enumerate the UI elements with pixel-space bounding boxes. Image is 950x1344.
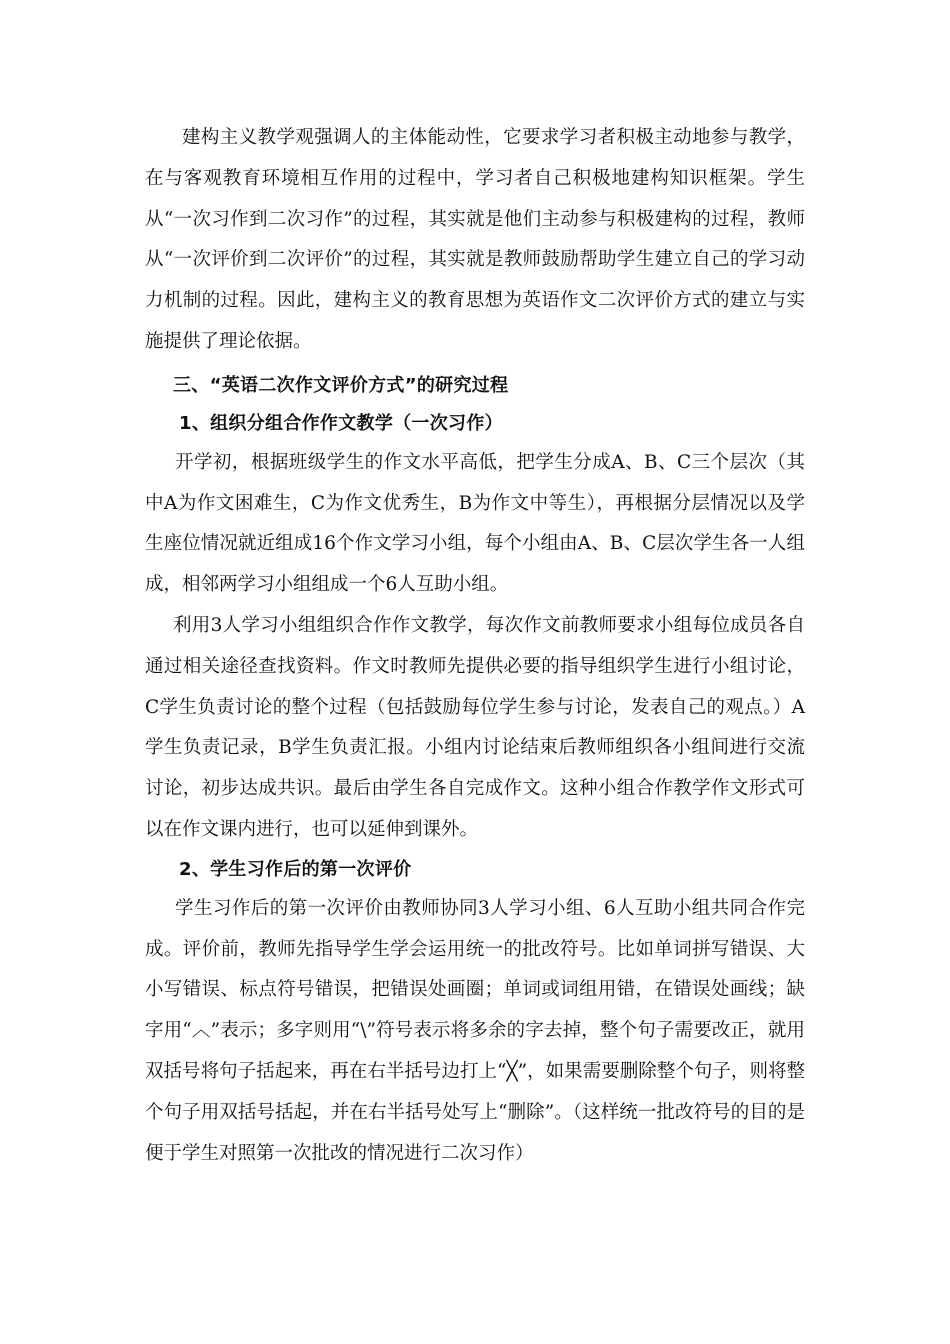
paragraph-correction-symbols: 学生习作后的第一次评价由教师协同3人学习小组、6人互助小组共同合作完成。评价前，教师先指导学生学会运用统一的批改符号。比如单词拼写错误、大小写错误、标点符号错误，把错误处画圈；单词或词组用错，在错误处画线；缺字用“︿”表示；多字则用“\”符号表示将多余的字去掉，整个句子需要改正，就用双括号将句子括起来，再在右半括号边打上“╳”，如果需要删除整个句子，则将整个句子用双括号括起，并在右半括号处写上“删除”。（这样统一批改符号的目的是便于学生对照第一次批改的情况进行二次习作） <box>145 897 805 1164</box>
subheading-first-evaluation: 2、学生习作后的第一次评价 <box>179 858 412 880</box>
paragraph-grouping: 开学初，根据班级学生的作文水平高低，把学生分成A、B、C三个层次（其中A为作文困难生，C为作文优秀生，B为作文中等生），再根据分层情况以及学生座位情况就近组成16个作文学习小组，每个小组由A、B、C层次学生各一人组成，相邻两学习小组组成一个6人互助小组。 <box>145 451 805 596</box>
document-body <box>145 118 805 1174</box>
paragraph-constructivism: 建构主义教学观强调人的主体能动性，它要求学习者积极主动地参与教学，在与客观教育环境相互作用的过程中，学习者自己积极地建构知识框架。学生从“一次习作到二次习作”的过程，其实就是他们主动参与积极建构的过程，教师从“一次评价到二次评价”的过程，其实就是教师鼓励帮助学生建立自己的学习动力机制的过程。因此，建构主义的教育思想为英语作文二次评价方式的建立与实施提供了理论依据。 <box>145 127 805 352</box>
paragraph-cooperative-teaching: 利用3人学习小组组织合作作文教学，每次作文前教师要求小组每位成员各自通过相关途径查找资料。作文时教师先提供必要的指导组织学生进行小组讨论，C学生负责讨论的整个过程（包括鼓励每位学生参与讨论，发表自己的观点。）A学生负责记录，B学生负责汇报。小组内讨论结束后教师组织各小组间进行交流讨论，初步达成共识。最后由学生各自完成作文。这种小组合作教学作文形式可以在作文课内进行，也可以延伸到课外。 <box>145 614 805 840</box>
section-heading-research-process: 三、“英语二次作文评价方式”的研究过程 <box>173 374 509 396</box>
subheading-group-writing: 1、组织分组合作作文教学（一次习作） <box>179 412 503 434</box>
